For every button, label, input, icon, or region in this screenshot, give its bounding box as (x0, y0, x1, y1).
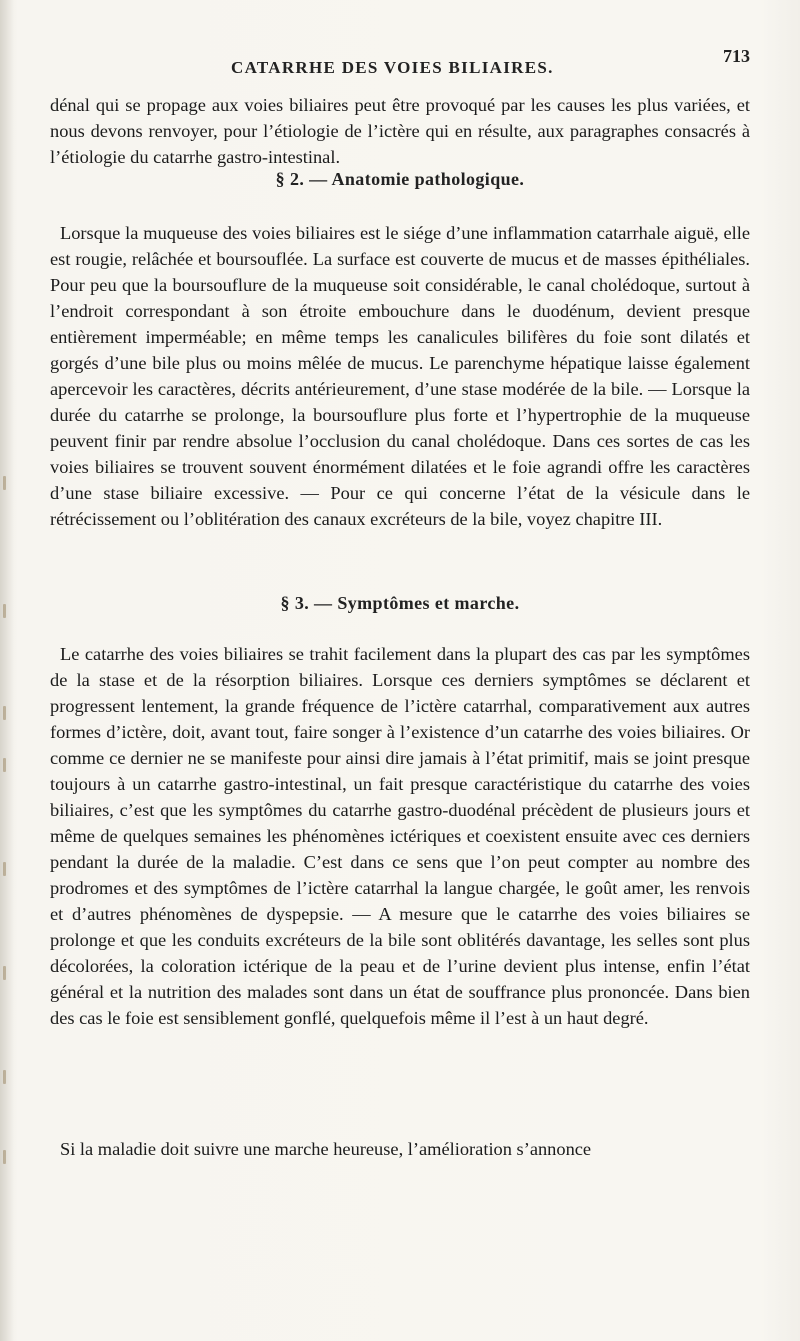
section-dash: — (309, 169, 328, 189)
running-head: CATARRHE DES VOIES BILIAIRES. (231, 58, 554, 77)
paragraph-symptomes: Le catarrhe des voies biliaires se trahit facilement dans la plupart des cas par les symptômes de la stase et de la résorption biliaires. Lorsque ces derniers symptômes se déclarent et progressent lentement, la grande fréquence de l’ictère catarrhal, comparativement aux autres formes d’ictère, doit, avant tout, faire songer à l’existence d’un catarrhe des voies biliaires. Or comme ce dernier ne se manifeste pour ainsi dire jamais à l’état primitif, mais se joint presque toujours à un catarrhe gastro-intestinal, un fait presque caractéristique du catarrhe des voies biliaires, c’est que les symptômes du catarrhe gastro-duodénal précèdent de plusieurs jours et même de quelques semaines les phénomènes ictériques et coexistent ensuite avec ces derniers pendant la durée de la maladie. C’est dans ce sens que l’on peut compter au nombre des prodromes et des symptômes de l’ictère catarrhal la langue chargée, le goût amer, les renvois et d’autres phénomènes de dyspepsie. — A mesure que le catarrhe des voies biliaires se prolonge et que les conduits excréteurs de la bile sont oblitérés davantage, les selles sont plus décolorées, la coloration ictérique de la peau et de l’urine devient plus intense, enfin l’état général et la nutrition des malades sont dans un état de souffrance plus prononcée. Dans bien des cas le foie est sensiblement gonflé, quelquefois même il l’est à un haut degré. (50, 644, 750, 1028)
section-heading-anatomie (0, 169, 800, 190)
paragraph-marche: Si la maladie doit suivre une marche heureuse, l’amélioration s’annonce (60, 1139, 592, 1159)
section-number: § 2. (275, 169, 305, 189)
page-edge-marks (0, 0, 10, 1341)
section-title: Anatomie pathologique. (331, 169, 525, 189)
edge-mark (3, 1150, 6, 1164)
section-dash: — (314, 593, 333, 613)
page-number: 713 (723, 46, 750, 66)
section-heading-symptomes (0, 593, 800, 614)
paragraph-anatomie: Lorsque la muqueuse des voies biliaires est le siége d’une inflammation catarrhale aiguë, elle est rougie, relâchée et boursouflée. La surface est couverte de mucus et de masses épithéliales. Pour peu que la boursouflure de la muqueuse soit considérable, le canal cholédoque, surtout à l’endroit correspondant à son étroite embouchure dans le duodénum, devient presque entièrement imperméable; en même temps les canalicules bilifères du foie sont dilatés et gorgés d’une bile plus ou moins mêlée de mucus. Le parenchyme hépatique laisse également apercevoir les caractères, décrits antérieurement, d’une stase modérée de la bile. — Lorsque la durée du catarrhe se prolonge, la boursouflure plus forte et l’hypertrophie de la muqueuse peuvent finir par rendre absolue l’occlusion du canal cholédoque. Dans ces sortes de cas les voies biliaires se trouvent souvent énormément dilatées et le foie agrandi offre les caractères d’une stase biliaire excessive. — Pour ce qui concerne l’état de la vésicule dans le rétrécissement ou l’oblitération des canaux excréteurs de la bile, voyez chapitre III. (50, 223, 750, 529)
edge-mark (3, 966, 6, 980)
section-title: Symptômes et marche. (337, 593, 520, 613)
edge-mark (3, 476, 6, 490)
paragraph-etiology-continuation: dénal qui se propage aux voies biliaires peut être provoqué par les causes les plus variées, et nous devons renvoyer, pour l’étiologie de l’ictère qui en résulte, aux paragraphes consacrés à l’étiologie du catarrhe gastro-intestinal. (50, 95, 750, 167)
edge-mark (3, 706, 6, 720)
edge-mark (3, 862, 6, 876)
section-number: § 3. (280, 593, 310, 613)
page-header (231, 46, 750, 80)
edge-mark (3, 1070, 6, 1084)
edge-mark (3, 758, 6, 772)
